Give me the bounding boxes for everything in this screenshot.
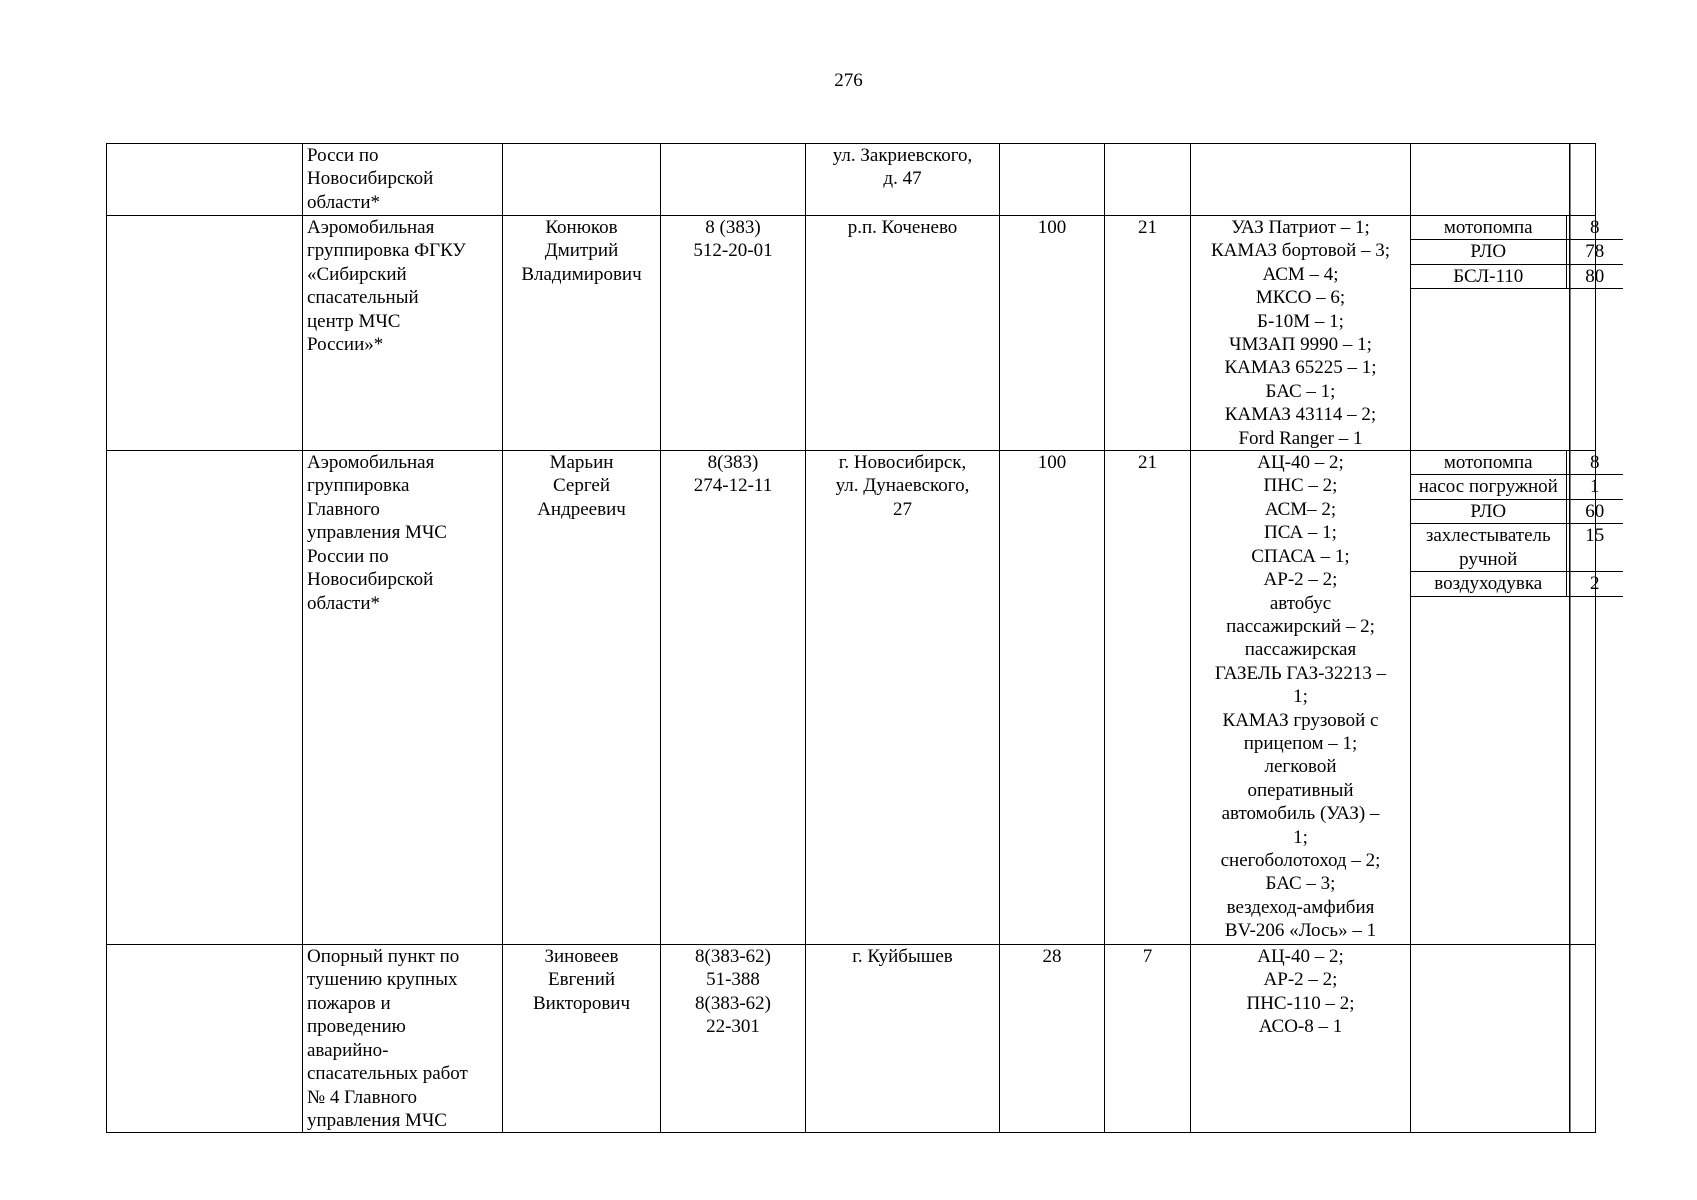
equipment-cell — [1411, 945, 1596, 1133]
phone-line: 274-12-11 — [693, 475, 773, 497]
address-cell — [806, 451, 1000, 945]
address-cell — [806, 216, 1000, 451]
equipment-name: воздуходувка — [1411, 572, 1566, 596]
table-row — [107, 945, 1596, 1133]
vehicles-cell — [1191, 216, 1411, 451]
equipment-name: насос погружной — [1411, 475, 1566, 499]
vehicle-line: КАМАЗ грузовой с — [1222, 709, 1379, 731]
head-name-line: Дмитрий — [544, 240, 619, 262]
equipment-cell — [1411, 144, 1596, 216]
vehicle-line: КАМАЗ 43114 – 2; — [1224, 404, 1377, 426]
vehicle-line: Ford Ranger – 1 — [1238, 427, 1363, 449]
organization-line: России по — [307, 545, 389, 567]
vehicle-line: ПНС-110 – 2; — [1246, 992, 1355, 1014]
organization-line: Аэромобильная — [307, 217, 435, 238]
empty-cell — [107, 216, 303, 451]
organization-line: группировка ФГКУ — [307, 240, 466, 262]
equipment-row — [1411, 475, 1623, 499]
address-line: ул. Дунаевского, — [835, 475, 970, 497]
vehicles-cell — [1191, 451, 1411, 945]
equipment-qty: 60 — [1566, 499, 1623, 523]
resources-table — [106, 143, 1605, 1131]
empty-cell — [107, 144, 303, 216]
phone-cell — [661, 216, 806, 451]
vehicle-line: АСМ– 2; — [1264, 498, 1337, 520]
equipment-row — [1411, 264, 1623, 288]
organization-line: аварийно- — [307, 1039, 389, 1061]
vehicle-line: Б-10М – 1; — [1257, 310, 1344, 332]
address-cell — [806, 945, 1000, 1133]
organization-line: Новосибирской — [307, 569, 434, 591]
vehicle-count: 7 — [1142, 946, 1153, 968]
page-number: 276 — [834, 70, 863, 91]
vehicle-line: 1; — [1293, 826, 1308, 848]
vehicle-line: СПАСА – 1; — [1251, 545, 1350, 567]
phone-line: 22-301 — [706, 1016, 760, 1038]
vehicle-line: АЦ-40 – 2; — [1257, 946, 1344, 968]
vehicle-line: МКСО – 6; — [1255, 287, 1346, 309]
organization-line: спасательный — [307, 287, 419, 309]
head-cell — [503, 216, 661, 451]
vehicle-line: БАС – 3; — [1265, 873, 1336, 895]
equipment-qty: 78 — [1566, 240, 1623, 264]
organization-line: группировка — [307, 475, 410, 497]
organization-line: спасательных работ — [307, 1063, 468, 1085]
equipment-cell — [1411, 451, 1605, 945]
table-row — [107, 216, 1596, 451]
address-line: 27 — [893, 498, 912, 520]
equipment-table — [1411, 451, 1623, 596]
equipment-row — [1411, 499, 1623, 523]
vehicle-line: пассажирская — [1244, 639, 1357, 661]
empty-cell — [107, 945, 303, 1133]
head-cell — [503, 451, 661, 945]
head-name-line: Викторович — [532, 992, 631, 1014]
organization-line: области* — [307, 592, 381, 614]
vehicle-line: АР-2 – 2; — [1263, 569, 1338, 591]
organization-cell — [303, 945, 503, 1133]
phone-cell — [661, 451, 806, 945]
vehicle-line: АР-2 – 2; — [1263, 969, 1338, 991]
equipment-row — [1411, 572, 1623, 596]
equipment-qty: 15 — [1566, 524, 1623, 572]
vehicle-line: оперативный — [1247, 779, 1354, 801]
address-cell — [806, 144, 1000, 216]
organization-line: управления МЧС — [307, 522, 447, 544]
organization-line: центр МЧС — [307, 310, 401, 332]
vehicles-cell — [1191, 144, 1411, 216]
vehicle-count: 21 — [1138, 217, 1157, 238]
personnel-count: 100 — [1037, 217, 1067, 238]
vehicle-line: ПСА – 1; — [1264, 522, 1337, 544]
vehicle-count-cell — [1105, 451, 1191, 945]
vehicle-line: BV-206 «Лось» – 1 — [1224, 920, 1377, 942]
equipment-row — [1411, 524, 1623, 572]
vehicle-line: АСМ – 4; — [1262, 263, 1339, 285]
head-name-line: Марьин — [549, 452, 614, 474]
phone-cell — [661, 945, 806, 1133]
organization-cell — [303, 216, 503, 451]
organization-line: России»* — [307, 334, 384, 356]
organization-cell — [303, 144, 503, 216]
address-line: ул. Закриевского, — [832, 145, 973, 166]
phone-line: 512-20-01 — [693, 240, 773, 262]
equipment-row — [1411, 240, 1623, 264]
organization-line: Аэромобильная — [307, 452, 435, 474]
vehicle-line: автомобиль (УАЗ) – — [1221, 803, 1380, 825]
equipment-row — [1411, 451, 1623, 475]
organization-line: № 4 Главного — [307, 1086, 418, 1108]
phone-cell — [661, 144, 806, 216]
vehicle-line: легковой — [1264, 756, 1337, 778]
organization-line: проведению — [307, 1016, 406, 1038]
address-line: р.п. Коченево — [847, 217, 958, 238]
vehicle-line: АСО-8 – 1 — [1258, 1016, 1343, 1038]
equipment-name: РЛО — [1411, 240, 1566, 264]
organization-line: Главного — [307, 498, 380, 520]
personnel-count-cell — [1000, 216, 1105, 451]
vehicle-line: ПНС – 2; — [1263, 475, 1338, 497]
organization-line: Опорный пункт по — [307, 946, 460, 968]
head-name-line: Сергей — [553, 475, 610, 497]
head-name-line: Владимирович — [521, 263, 642, 285]
head-cell — [503, 144, 661, 216]
address-line: г. Новосибирск, — [838, 452, 967, 474]
head-name-line: Андреевич — [537, 498, 626, 520]
vehicle-line: ГАЗЕЛЬ ГАЗ-32213 – — [1214, 662, 1387, 684]
vehicle-line: снегоболотоход – 2; — [1220, 849, 1381, 871]
personnel-count: 100 — [1037, 452, 1067, 474]
empty-cell — [107, 451, 303, 945]
head-name-line: Конюков — [545, 217, 618, 238]
equipment-table — [1411, 216, 1623, 289]
phone-line: 8(383) — [707, 452, 759, 474]
personnel-count-cell — [1000, 144, 1105, 216]
equipment-qty: 8 — [1566, 216, 1623, 240]
organization-line: «Сибирский — [307, 263, 407, 285]
organization-line: Новосибирской — [307, 168, 434, 190]
vehicle-count-cell — [1105, 216, 1191, 451]
vehicles-cell — [1191, 945, 1411, 1133]
equipment-name: мотопомпа — [1411, 451, 1566, 475]
equipment-row — [1411, 216, 1623, 240]
table-row — [107, 451, 1596, 945]
head-name-line: Евгений — [547, 969, 616, 991]
equipment-name: БСЛ-110 — [1411, 264, 1566, 288]
organization-line: Росси по — [307, 145, 379, 166]
address-line: г. Куйбышев — [852, 946, 953, 968]
equipment-name: мотопомпа — [1411, 216, 1566, 240]
vehicle-line: автобус — [1269, 592, 1332, 614]
table-row — [107, 144, 1596, 216]
phone-line: 8 (383) — [705, 217, 761, 238]
equipment-cell — [1411, 216, 1605, 451]
equipment-qty: 2 — [1566, 572, 1623, 596]
organization-line: тушению крупных — [307, 969, 458, 991]
organization-line: области* — [307, 191, 381, 213]
vehicle-line: ЧМЗАП 9990 – 1; — [1229, 334, 1372, 356]
vehicle-line: вездеход-амфибия — [1226, 896, 1375, 918]
organization-line: управления МЧС — [307, 1109, 447, 1131]
vehicle-line: пассажирский – 2; — [1226, 615, 1375, 637]
vehicle-line: УАЗ Патриот – 1; — [1231, 217, 1370, 238]
equipment-qty: 8 — [1566, 451, 1623, 475]
vehicle-count-cell — [1105, 144, 1191, 216]
vehicle-line: БАС – 1; — [1265, 380, 1336, 402]
vehicle-line: АЦ-40 – 2; — [1257, 452, 1344, 474]
address-line: д. 47 — [883, 168, 922, 190]
vehicle-line: КАМАЗ бортовой – 3; — [1210, 240, 1391, 262]
personnel-count-cell — [1000, 945, 1105, 1133]
personnel-count: 28 — [1042, 946, 1062, 968]
vehicle-line: КАМАЗ 65225 – 1; — [1224, 357, 1377, 379]
vehicle-line: прицепом – 1; — [1243, 732, 1358, 754]
head-name-line: Зиновеев — [544, 946, 619, 968]
vehicle-line: 1; — [1293, 686, 1308, 708]
personnel-count-cell — [1000, 451, 1105, 945]
phone-line: 8(383-62) — [695, 992, 771, 1014]
head-cell — [503, 945, 661, 1133]
vehicle-count-cell — [1105, 945, 1191, 1133]
organization-line: пожаров и — [307, 992, 391, 1014]
equipment-qty: 80 — [1566, 264, 1623, 288]
organization-cell — [303, 451, 503, 945]
equipment-name: захлестыватель ручной — [1411, 524, 1566, 572]
equipment-qty: 1 — [1566, 475, 1623, 499]
vehicle-count: 21 — [1138, 452, 1157, 474]
phone-line: 51-388 — [706, 969, 760, 991]
phone-line: 8(383-62) — [695, 946, 771, 968]
equipment-name: РЛО — [1411, 499, 1566, 523]
